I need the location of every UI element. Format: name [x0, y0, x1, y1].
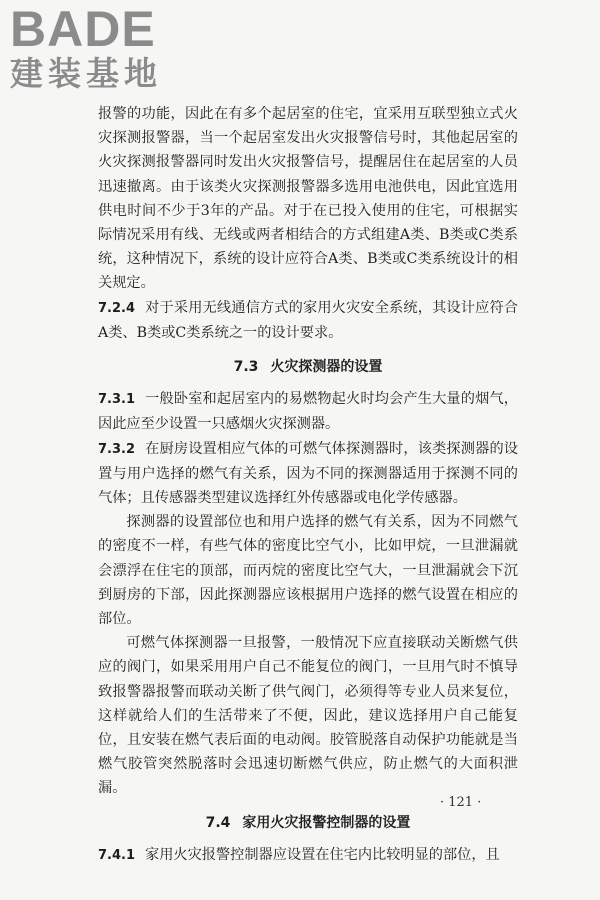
clause-number: 7.3.1	[98, 392, 136, 408]
clause-7-3-2	[98, 437, 518, 511]
clause-text: 对于采用无线通信方式的家用火灾安全系统，其设计应符合A类、B类或C类系统之一的设计要求。	[98, 299, 518, 341]
detector-placement-paragraph: 探测器的设置部位也和用户选择的燃气有关系，因为不同燃气的密度不一样，有些气体的密度比空气小，比如甲烷，一旦泄漏就会漂浮在住宅的顶部，而丙烷的密度比空气大，一旦泄漏就会下沉到厨房的下部，因此探测器应该根据用户选择的燃气设置在相应的部位。	[98, 514, 518, 628]
section-title: 火灾探测器的设置	[270, 359, 383, 376]
section-heading-7-3	[98, 355, 518, 379]
section-number: 7.4	[205, 814, 231, 831]
section-title: 家用火灾报警控制器的设置	[242, 814, 411, 831]
clause-number: 7.3.2	[98, 441, 136, 457]
logo	[10, 1, 190, 93]
document-body	[98, 102, 518, 868]
clause-number: 7.4.1	[98, 847, 136, 863]
logo-subtitle: 建装基地	[10, 54, 162, 93]
logo-mark: BADE	[10, 1, 156, 57]
clause-7-4-1	[98, 843, 518, 868]
gas-alarm-paragraph: 可燃气体探测器一旦报警，一般情况下应直接联动关断燃气供应的阀门，如果采用用户自己不能复位的阀门，一旦用气时不慎导致报警器报警而联动关断了供气阀门，必须得等专业人员来复位，这样就给人们的生活带来了不便，因此，建议选择用户自己能复位，且安装在燃气表后面的电动阀。胶管脱落自动保护功能就是当燃气胶管突然脱落时会迅速切断燃气供应，防止燃气的大面积泄漏。	[98, 635, 518, 797]
clause-7-3-1	[98, 387, 518, 436]
clause-text: 家用火灾报警控制器应设置在住宅内比较明显的部位，且	[145, 846, 500, 863]
clause-text: 一般卧室和起居室内的易燃物起火时均会产生大量的烟气，因此应至少设置一只感烟火灾探测器。	[98, 391, 518, 433]
continuation-paragraph: 报警的功能，因此在有多个起居室的住宅，宜采用互联型独立式火灾探测报警器，当一个起居室发出火灾报警信号时，其他起居室的火灾探测报警器同时发出火灾报警信号，提醒居住在起居室的人员迅速撤离。由于该类火灾探测报警器多选用电池供电，因此宜选用供电时间不少于3年的产品。对于在已投入使用的住宅，可根据实际情况采用有线、无线或两者相结合的方式组建A类、B类或C类系统，这种情况下，系统的设计应符合A类、B类或C类系统设计的相关规定。	[98, 106, 518, 292]
clause-number: 7.2.4	[98, 300, 136, 316]
section-number: 7.3	[233, 359, 259, 376]
clause-7-2-4	[98, 296, 518, 345]
clause-text: 在厨房设置相应气体的可燃气体探测器时，该类探测器的设置与用户选择的燃气有关系，因为不同的探测器适用于探测不同的气体；且传感器类型建议选择红外传感器或电化学传感器。	[98, 440, 518, 507]
section-heading-7-4	[98, 811, 518, 835]
page-number: · 121 ·	[440, 795, 482, 810]
